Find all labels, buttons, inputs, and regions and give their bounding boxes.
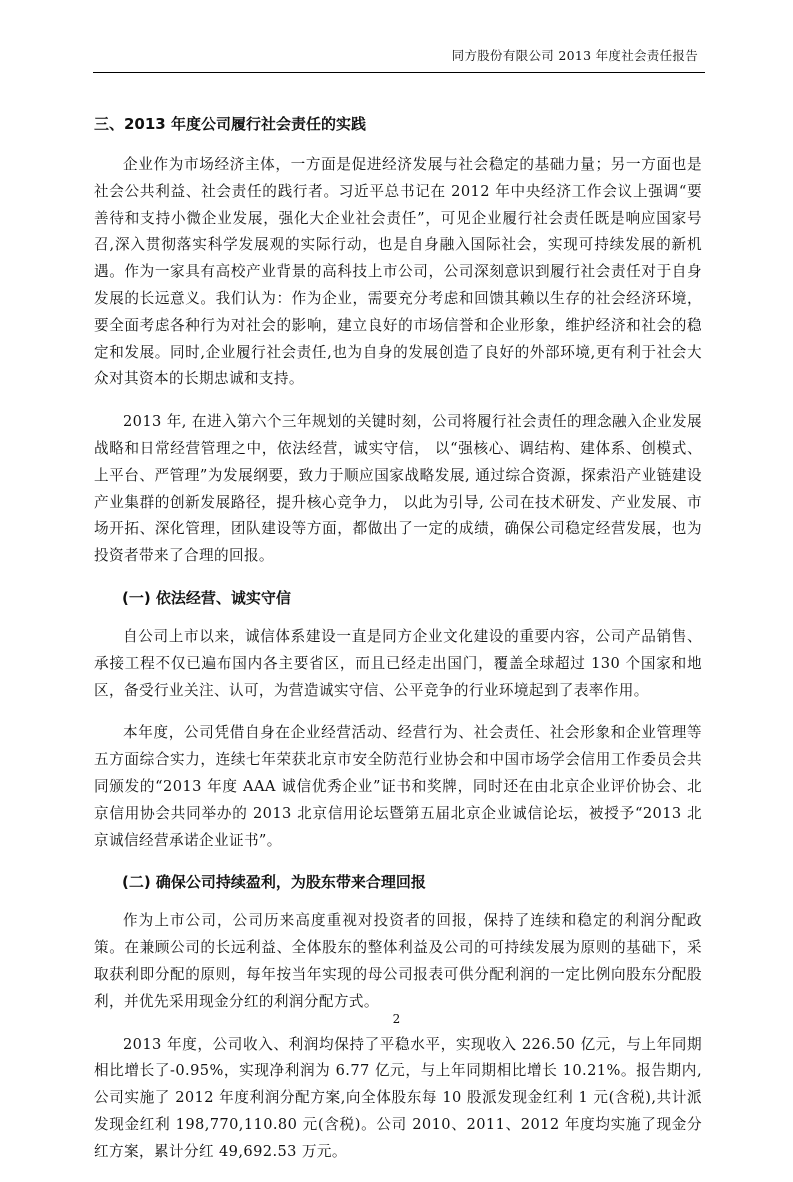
header-divider bbox=[93, 72, 705, 73]
page-number: 2 bbox=[392, 1012, 401, 1026]
paragraph: 本年度，公司凭借自身在企业经营活动、经营行为、社会责任、社会形象和企业管理等五方面综合实力，连续七年荣获北京市安全防范行业协会和中国市场学会信用工作委员会共同颁发的“2013 年度 AAA 诚信优秀企业”证书和奖牌，同时还在由北京企业评价协会、北京信用协会共同举办的 2013 北京信用论坛暨第五届北京企业诚信论坛，被授予“2013 北京诚信经营承诺企业证书”。 bbox=[94, 724, 702, 849]
subsection-title: (一) 依法经营、诚实守信 bbox=[122, 588, 291, 607]
paragraph: 企业作为市场经济主体，一方面是促进经济发展与社会稳定的基础力量；另一方面也是社会公共利益、社会责任的践行者。习近平总书记在 2012 年中央经济工作会议上强调“要善待和支持小微企业发展，强化大企业社会责任”，可见企业履行社会责任既是响应国家号召,深入贯彻落实科学发展观的实际行动，也是自身融入国际社会，实现可持续发展的新机遇。作为一家具有高校产业背景的高科技上市公司，公司深刻意识到履行社会责任对于自身发展的长远意义。我们认为：作为企业，需要充分考虑和回馈其赖以生存的社会经济环境，要全面考虑各种行为对社会的影响，建立良好的市场信誉和企业形象，维护经济和社会的稳定和发展。同时,企业履行社会责任,也为自身的发展创造了良好的外部环境,更有利于社会大众对其资本的长期忠诚和支持。 bbox=[94, 156, 702, 388]
paragraph: 2013 年, 在进入第六个三年规划的关键时刻，公司将履行社会责任的理念融入企业发展战略和日常经营管理之中，依法经营，诚实守信， 以“强核心、调结构、建体系、创模式、上平台、严管理”为发展纲要，致力于顺应国家战略发展, 通过综合资源，探索沿产业链建设产业集群的创新发展路径，提升核心竞争力， 以此为引导, 公司在技术研发、产业发展、市场开拓、深化管理，团队建设等方面，都做出了一定的成绩，确保公司稳定经营发展，也为投资者带来了合理的回报。 bbox=[94, 413, 702, 565]
report-header: 同方股份有限公司 2013 年度社会责任报告 bbox=[451, 48, 698, 63]
paragraph: 作为上市公司，公司历来高度重视对投资者的回报，保持了连续和稳定的利润分配政策。在兼顾公司的长远利益、全体股东的整体利益及公司的可持续发展为原则的基础下，采取获利即分配的原则，每年按当年实现的母公司报表可供分配利润的一定比例向股东分配股利，并优先采用现金分红的利润分配方式。 bbox=[94, 912, 702, 1010]
paragraph: 自公司上市以来，诚信体系建设一直是同方企业文化建设的重要内容，公司产品销售、承接工程不仅已遍布国内各主要省区，而且已经走出国门，覆盖全球超过 130 个国家和地区，备受行业关注、认可，为营造诚实守信、公平竞争的行业环境起到了表率作用。 bbox=[94, 627, 702, 699]
paragraph: 2013 年度，公司收入、利润均保持了平稳水平，实现收入 226.50 亿元，与上年同期相比增长了-0.95%，实现净利润为 6.77 亿元，与上年同期相比增长 10.21%。报告期内,公司实施了 2012 年度利润分配方案,向全体股东每 10 股派发现金红利 1 元(含税),共计派发现金红利 198,770,110.80 元(含税)。公司 2010、2011、2012 年度均实施了现金分红方案，累计分红 49,692.53 万元。 bbox=[94, 1035, 702, 1160]
subsection-title: (二) 确保公司持续盈利，为股东带来合理回报 bbox=[122, 873, 426, 892]
section-title: 三、2013 年度公司履行社会责任的实践 bbox=[94, 115, 366, 133]
